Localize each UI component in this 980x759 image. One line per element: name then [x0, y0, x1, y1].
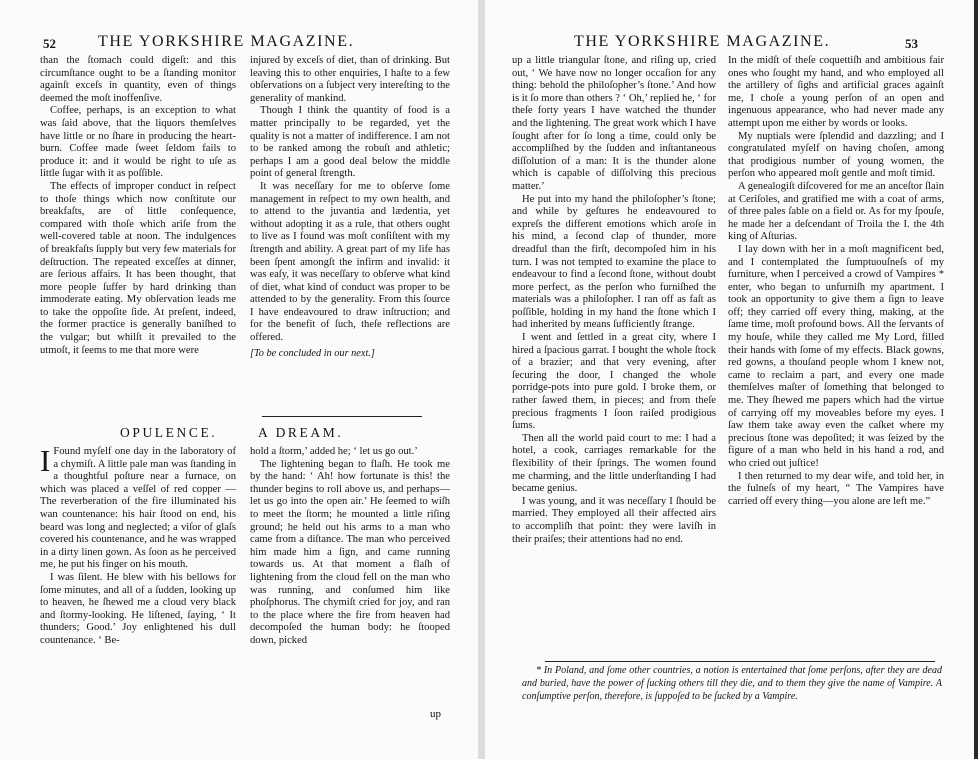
dream-column-1: [40, 446, 236, 698]
paragraph: than the ſtomach could digeſt: and this circumſtance ought to be a ſtanding monitor againſt exceſs in quantity, even of things deemed the moſt inoffenſive.: [40, 55, 236, 104]
left-column-2: [250, 55, 450, 417]
paragraph: In the midſt of theſe coquettiſh and ambitious fair ones who ſought my hand, and who employed all the artillery of ſighs and artificial graces againſt me, I choſe a young perſon of an open and ingenuous appearance, who had never made any attempt upon me either by words or looks.: [728, 55, 944, 129]
paragraph: Coffee, perhaps, is an exception to what was ſaid above, that the liquors themſelves have little or no ſhare in producing the heart-burn. Coffee made ſweet ſeldom fails to produce it: and it would be right to uſe as little ſugar with it as poſſible.: [40, 105, 236, 180]
book-gutter: [478, 0, 485, 759]
left-column-1: [40, 55, 236, 413]
section-title-a-dream: A DREAM.: [258, 425, 344, 440]
right-page: [485, 0, 980, 759]
paragraph: I went and ſettled in a great city, where I hired a ſpacious garrat. I bought the whole ſtock of a brazier; and that very evening, after ſecuring the door, I changed the whole porridge-pots into pure gold. I broke them, or rather ſawed them, in pieces; and from theſe precious fragments I ſoon raiſed prodigious ſums.: [512, 332, 716, 432]
catchword: up: [430, 708, 441, 720]
page-edge: [974, 0, 978, 759]
running-head-right: THE YORKSHIRE MAGAZINE.: [574, 33, 831, 50]
footnote-rule: [545, 661, 935, 662]
paragraph: hold a ſtorm,’ added he; ‘ let us go out.’: [250, 446, 418, 457]
page-number-left: 52: [43, 36, 56, 51]
paragraph: I was young, and it was neceſſary I ſhould be married. They employed all their affected airs to accompliſh that point: they were laviſh in their praiſes; their attentions had no end.: [512, 495, 716, 545]
paragraph: He put into my hand the philoſopher’s ſtone; and while by geſtures he endeavoured to expreſs the different emotions which aroſe in his mind, a ſecond clap of thunder, more dreadful than the firſt, decompoſed him in his turn. I was not tempted to examine the place to endeavour to find a ſecond ſtone, without doubt more perfect, as the perſon who furniſhed the materials was a philoſopher. I ran off as faſt as poſſible, holding in my hand the ſtone which I had inherited by means ſufficiently ſtrange.: [512, 193, 716, 331]
right-column-1: [512, 55, 716, 653]
paragraph: My nuptials were ſplendid and dazzling; and I congratulated myſelf on having choſen, among that prodigious number of young women, the perſon who appeared moſt gentle and moſt timid.: [728, 130, 944, 180]
paragraph: It was neceſſary for me to obſerve ſome management in reſpect to my own health, and to attend to the juvantia and lædentia, yet without adopting it as a rule, that others ought to live as I found was moſt conſiſtent with my ſtrength and ability. A great part of my life has been ſpent amongſt the infirm and invalid: it was eaſy, it was neceſſary to obſerve what kind of diet, what kind of conduct was proper to be attended to by the generality. From this ſource I have endeavoured to draw inſtruction; and for the benefit of ſuch, theſe reflections are offered.: [250, 180, 450, 344]
paragraph: A genealogiſt diſcovered for me an anceſtor ſlain at Ceriſoles, and gratified me with a coat of arms, of three pales ſable on a field or. As for my ſpouſe, he made her a deſcendant of Troila the I. the 4th king of Aſturias.: [728, 180, 944, 243]
running-head-left: THE YORKSHIRE MAGAZINE.: [98, 33, 355, 50]
paragraph: The effects of improper conduct in reſpect to thoſe things which now conſtitute our breakfaſts, are of little conſequence, compared with thoſe which ariſe from the well-covered table at noon. The indulgences of breakfaſts ſupply but very few materials for deſtruction. The repeated exceſſes at dinner, are ſerious affairs. It has been thought, that more people ſuffer by hard drinking than immoderate eating. My obſervation leads me to take the oppoſite ſide. At preſent, indeed, the former practice is generally baniſhed to the vulgar; but whilſt it prevailed to the utmoſt, it ſeems to me that more were: [40, 180, 236, 356]
paragraph: injured by exceſs of diet, than of drinking. But leaving this to other enquiries, I haſte to a few obſervations on a ſubject very intereſting to the generality of mankind.: [250, 55, 450, 104]
paragraph: I then returned to my dear wife, and told her, in the fulneſs of my heart, “ The Vampires have carried off every thing—you alone are left me.”: [728, 470, 944, 507]
paragraph: Then all the world paid court to me: I had a hotel, a cook, carriages remarkable for the flexibility of their ſprings. The women found me charming, and the little underſtanding I had became genius.: [512, 432, 716, 495]
paragraph: I lay down with her in a moſt magnificent bed, and I contemplated the ſumptuouſneſs of my furniture, when I perceived a crowd of Vampires * enter, who began to unfurniſh my apartment. I took an opportunity to give them a ſign to leave off; they carried off every thing, making, at the ſame time, moſt profound bows. All the ſervants of my houſe, while they called me My Lord, filled their hands with ſome of my effects. Black gowns, red gowns, a thouſand people whom I knew not, came to reclaim a part, and every one made themſelves maſter of ſomething that belonged to me. They ſhewed me papers which had the virtue of carrying off my moveables before my eyes. I ſaw them take away even the caſket where my precious ſtone was depoſited; it was ſeized by the figure of a man who held in his hand a rod, and who cried out juſtice!: [728, 243, 944, 469]
concluded-note: [To be concluded in our next.]: [250, 347, 375, 359]
right-column-2: [728, 55, 944, 659]
paragraph: I was ſilent. He blew with his bellows for ſome minutes, and all of a ſudden, looking up to heaven, he ſhewed me a cloud very black and ſtormy-looking. He liſtened, ſaying, ‘ It thunders; Good.’ Joy enlightened his dull countenance. ‘ Be-: [40, 571, 236, 646]
paragraph: [40, 446, 236, 572]
section-title-opulence: OPULENCE.: [120, 425, 218, 440]
paragraph: Though I think the quantity of food is a matter principally to be regarded, yet the quality is not a matter of indifference. I am not to be ranked among the robuſt and athletic; perhaps I am a good deal below the middle point of general ſtrength.: [250, 105, 450, 180]
section-rule: [262, 416, 422, 417]
paragraph-text: Found myſelf one day in the laboratory of a chymiſt. A little pale man was ſtanding in a thoughtful poſture near a furnace, on which was placed a veſſel of red copper — The reverberation of the fire illuminated his wan countenance: his hair ſtood on end, his beard was long and neglected; a viſor of glaſs covered his countenance, and he was wrapped in a dirty linen gown. As ſoon as he perceived me, he put his finger on his mouth.: [40, 446, 236, 571]
left-page: [0, 0, 478, 759]
dream-column-2: [250, 446, 450, 698]
paragraph: up a little triangular ſtone, and riſing up, cried out, ‘ We have now no longer occaſion for any thing: behold the philoſopher’s ſtone.’ And how is it ſo more than others ? ‘ Oh,’ replied he, ‘ for theſe forty years I have watched the thunder and the lightening. The great work which I have ſought after for ſo long a time, could only be accompliſhed by the ſudden and inſtantaneous diſſolution of a man: It is the thunder alone which is capable of diſſolving this precious matter.’: [512, 55, 716, 192]
page-number-right: 53: [905, 36, 918, 51]
drop-cap: I: [40, 446, 51, 478]
footnote-vampire: * In Poland, and ſome other countries, a notion is entertained that ſome perſons, after they are dead and buried, have the power of ſucking others till they die, and to them they give the name of Vampire. A conſumptive perſon, therefore, is ſuppoſed to be ſucked by a Vampire.: [522, 665, 942, 702]
paragraph: The lightening began to flaſh. He took me by the hand: ‘ Ah! how fortunate is this! the thunder begins to roll above us, and perhaps—let us go into the open air.’ He ſeemed to wiſh to meet the ſtorm; he mounted a little riſing ground; he held out his arms to a man who came from a diſtance. The man who perceived him made him a ſign, and came running towards us. At that moment a flaſh of lightening from the cloud fell on the man who was running, and conſumed him like phoſphorus. The chymiſt cried for joy, and ran to the place where the fire from heaven had decompoſed the human body: he ſtooped down, picked: [250, 458, 450, 646]
